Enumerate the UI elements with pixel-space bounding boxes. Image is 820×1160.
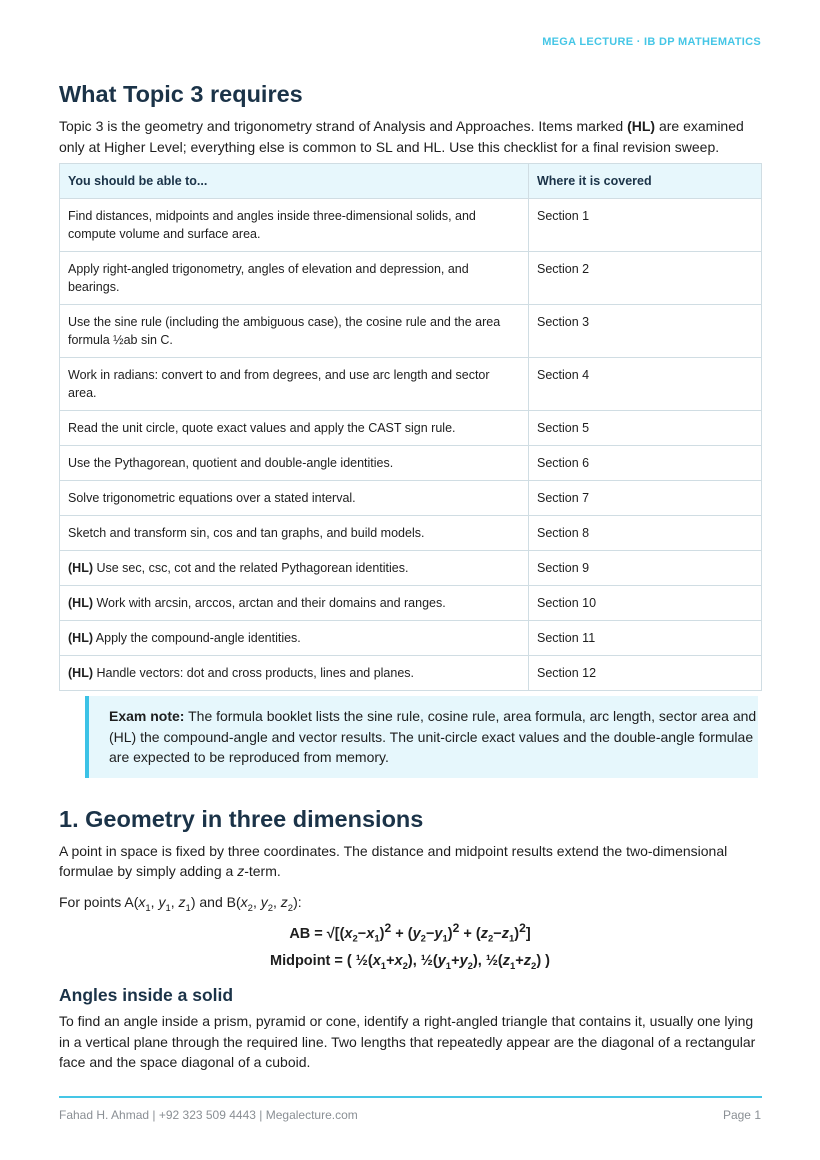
requirement-cell bbox=[60, 446, 529, 481]
section-1-title: 1. Geometry in three dimensions bbox=[59, 805, 424, 832]
requirement-text: Work with arcsin, arccos, arctan and their domains and ranges. bbox=[93, 596, 446, 610]
section-cell: Section 9 bbox=[529, 551, 762, 586]
section-cell: Section 3 bbox=[529, 305, 762, 358]
section-cell: Section 2 bbox=[529, 252, 762, 305]
requirement-text: Apply the compound-angle identities. bbox=[93, 631, 301, 645]
for-points-line: For points $A(x_1$, $y_1$, $z_1$) and $B(x_2$, $y_2$, $z_2$): bbox=[59, 893, 302, 914]
requirement-cell bbox=[60, 516, 529, 551]
intro-paragraph: Topic 3 is the geometry and trigonometry strand of Analysis and Approaches. Items marked (HL) are examined only at Higher Level; everything else is common to SL and HL. Use this checklist for a final revision sweep. bbox=[59, 118, 744, 155]
table-row bbox=[60, 305, 762, 358]
hl-tag: (HL) bbox=[68, 666, 93, 680]
distance-formula: AB = $√[(x_2-x_1)^2 + (y_2-y_1)^2 + (z_2-z_1)^2]$ bbox=[289, 920, 531, 945]
footer-contact: Fahad H. Ahmad | +92 323 509 4443 | Megalecture.com bbox=[59, 1108, 358, 1122]
section-cell: Section 4 bbox=[529, 358, 762, 411]
column-header-skill: You should be able to... bbox=[60, 164, 529, 199]
section-cell: Section 10 bbox=[529, 586, 762, 621]
table-row bbox=[60, 411, 762, 446]
section-cell: Section 12 bbox=[529, 656, 762, 691]
table-row bbox=[60, 358, 762, 411]
page-title: What Topic 3 requires bbox=[59, 81, 303, 107]
page-number: Page 1 bbox=[722, 1108, 761, 1122]
requirement-cell bbox=[60, 358, 529, 411]
table-row bbox=[60, 621, 762, 656]
page-content bbox=[59, 78, 761, 1073]
requirement-text: Work in radians: convert to and from degrees, and use arc length and sector area. bbox=[68, 368, 490, 400]
section-cell: Section 7 bbox=[529, 481, 762, 516]
exam-note-text: The formula booklet lists the sine rule, cosine rule, area formula, arc length, sector area and (HL) the compound-angle and vector results. The unit-circle exact values and the double-angle formulae are expected to be reproduced from memory. bbox=[109, 708, 757, 765]
hl-tag: (HL) bbox=[68, 561, 93, 575]
subsection-paragraph: To find an angle inside a prism, pyramid or cone, identify a right-angled triangle that contains it, usually one lying in a vertical plane through the required line. Two lengths that repeatedly appear are the diagonal of a rectangular face and the space diagonal of a cuboid. bbox=[59, 1013, 756, 1071]
requirement-text: Read the unit circle, quote exact values and apply the CAST sign rule. bbox=[68, 421, 456, 435]
requirement-cell bbox=[60, 551, 529, 586]
table-row bbox=[60, 656, 762, 691]
table-row bbox=[60, 446, 762, 481]
requirement-text: Use the Pythagorean, quotient and double-angle identities. bbox=[68, 456, 394, 470]
table-row bbox=[60, 516, 762, 551]
requirements-table bbox=[59, 163, 762, 691]
hl-tag: (HL) bbox=[68, 596, 93, 610]
requirement-cell bbox=[60, 411, 529, 446]
table-row bbox=[60, 199, 762, 252]
table-row bbox=[60, 481, 762, 516]
requirement-text: Solve trigonometric equations over a stated interval. bbox=[68, 491, 356, 505]
requirement-cell bbox=[60, 586, 529, 621]
section-cell: Section 6 bbox=[529, 446, 762, 481]
requirement-cell bbox=[60, 621, 529, 656]
section-cell: Section 1 bbox=[529, 199, 762, 252]
requirement-text: Apply right-angled trigonometry, angles of elevation and depression, and bearings. bbox=[68, 262, 469, 294]
requirement-cell bbox=[60, 656, 529, 691]
column-header-section: Where it is covered bbox=[529, 164, 762, 199]
midpoint-formula: Midpoint = ( $\frac{1}{2}(x_1+x_2)$, $\frac{1}{2}(y_1+y_2)$, $\frac{1}{2}(z_1+z_2)$ ) bbox=[269, 952, 550, 972]
section-cell: Section 11 bbox=[529, 621, 762, 656]
table-row bbox=[60, 252, 762, 305]
requirement-cell bbox=[60, 199, 529, 252]
requirement-cell bbox=[60, 481, 529, 516]
table-row bbox=[60, 586, 762, 621]
section-cell: Section 8 bbox=[529, 516, 762, 551]
exam-note-label: Exam note: bbox=[109, 708, 185, 724]
table-row bbox=[60, 551, 762, 586]
requirement-text: Sketch and transform sin, cos and tan graphs, and build models. bbox=[68, 526, 425, 540]
subsection-title: Angles inside a solid bbox=[59, 985, 234, 1006]
requirement-text: Use the sine rule (including the ambiguous case), the cosine rule and the area formula ½ab sin C. bbox=[68, 315, 501, 347]
exam-note bbox=[85, 696, 758, 778]
requirement-text: Use sec, csc, cot and the related Pythagorean identities. bbox=[93, 561, 409, 575]
running-header: MEGA LECTURE · IB DP MATHEMATICS bbox=[542, 36, 761, 48]
hl-tag: (HL) bbox=[68, 631, 93, 645]
requirement-cell bbox=[60, 252, 529, 305]
requirement-text: Find distances, midpoints and angles inside three-dimensional solids, and compute volume and surface area. bbox=[68, 209, 476, 241]
requirement-cell bbox=[60, 305, 529, 358]
section-cell: Section 5 bbox=[529, 411, 762, 446]
requirement-text: Handle vectors: dot and cross products, lines and planes. bbox=[93, 666, 415, 680]
table-header-row bbox=[60, 164, 762, 199]
section-1-paragraph: A point in space is fixed by three coordinates. The distance and midpoint results extend the two-dimensional formulae by simply adding a z-term. bbox=[59, 842, 728, 879]
footer-rule bbox=[59, 1096, 762, 1098]
